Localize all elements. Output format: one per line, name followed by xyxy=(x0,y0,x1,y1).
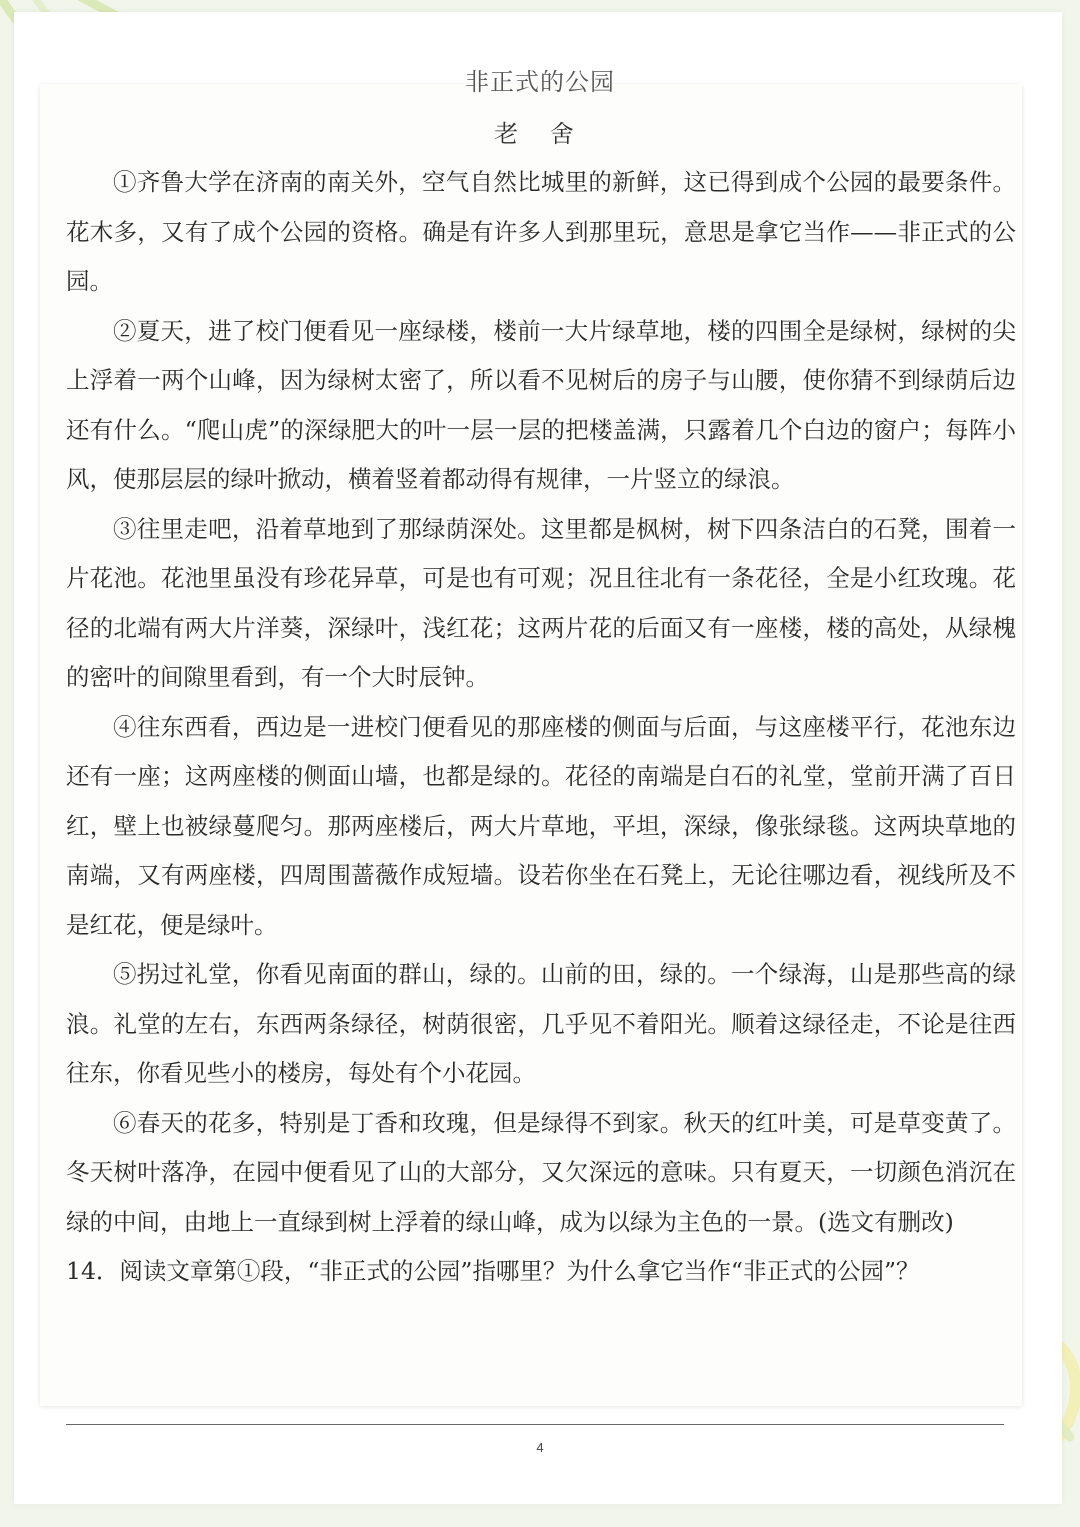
page-number: 4 xyxy=(536,1440,544,1455)
paragraph-1: ①齐鲁大学在济南的南关外，空气自然比城里的新鲜，这已得到成个公园的最要条件。花木多，又有了成个公园的资格。确是有许多人到那里玩，意思是拿它当作——非正式的公园。 xyxy=(66,168,1016,295)
paragraph-2: ②夏天，进了校门便看见一座绿楼，楼前一大片绿草地，楼的四围全是绿树，绿树的尖上浮着一两个山峰，因为绿树太密了，所以看不见树后的房子与山腰，使你猜不到绿荫后边还有什么。“爬山虎”的深绿肥大的叶一层一层的把楼盖满，只露着几个白边的窗户；每阵小风，使那层层的绿叶掀动，横着竖着都动得有规律，一片竖立的绿浪。 xyxy=(66,316,1016,493)
article-title: 非正式的公园 xyxy=(465,68,615,96)
question-14: 14．阅读文章第①段，“非正式的公园”指哪里？为什么拿它当作“非正式的公园”？ xyxy=(66,1257,920,1285)
paragraph-6: ⑥春天的花多，特别是丁香和玫瑰，但是绿得不到家。秋天的红叶美，可是草变黄了。冬天树叶落净，在园中便看见了山的大部分，又欠深远的意味。只有夏天，一切颜色消沉在绿的中间，由地上一直绿到树上浮着的绿山峰，成为以绿为主色的一景。(选文有删改) xyxy=(66,1108,1016,1236)
article-author: 老 舍 xyxy=(494,120,586,148)
paragraph-4: ④往东西看，西边是一进校门便看见的那座楼的侧面与后面，与这座楼平行，花池东边还有一座；这两座楼的侧面山墙，也都是绿的。花径的南端是白石的礼堂，堂前开满了百日红，壁上也被绿蔓爬匀。那两座楼后，两大片草地，平坦，深绿，像张绿毯。这两块草地的南端，又有两座楼，四周围蔷薇作成短墙。设若你坐在石凳上，无论往哪边看，视线所及不是红花，便是绿叶。 xyxy=(66,712,1016,939)
paragraph-5: ⑤拐过礼堂，你看见南面的群山，绿的。山前的田，绿的。一个绿海，山是那些高的绿浪。礼堂的左右，东西两条绿径，树荫很密，几乎见不着阳光。顺着这绿径走，不论是往西往东，你看见些小的楼房，每处有个小花园。 xyxy=(66,960,1016,1087)
article-body xyxy=(66,158,1016,1297)
paragraph-3: ③往里走吧，沿着草地到了那绿荫深处。这里都是枫树，树下四条洁白的石凳，围着一片花池。花池里虽没有珍花异草，可是也有可观；况且往北有一条花径，全是小红玫瑰。花径的北端有两大片洋葵，深绿叶，浅红花；这两片花的后面又有一座楼，楼的高处，从绿槐的密叶的间隙里看到，有一个大时辰钟。 xyxy=(66,514,1016,691)
footer-divider xyxy=(66,1424,1004,1425)
